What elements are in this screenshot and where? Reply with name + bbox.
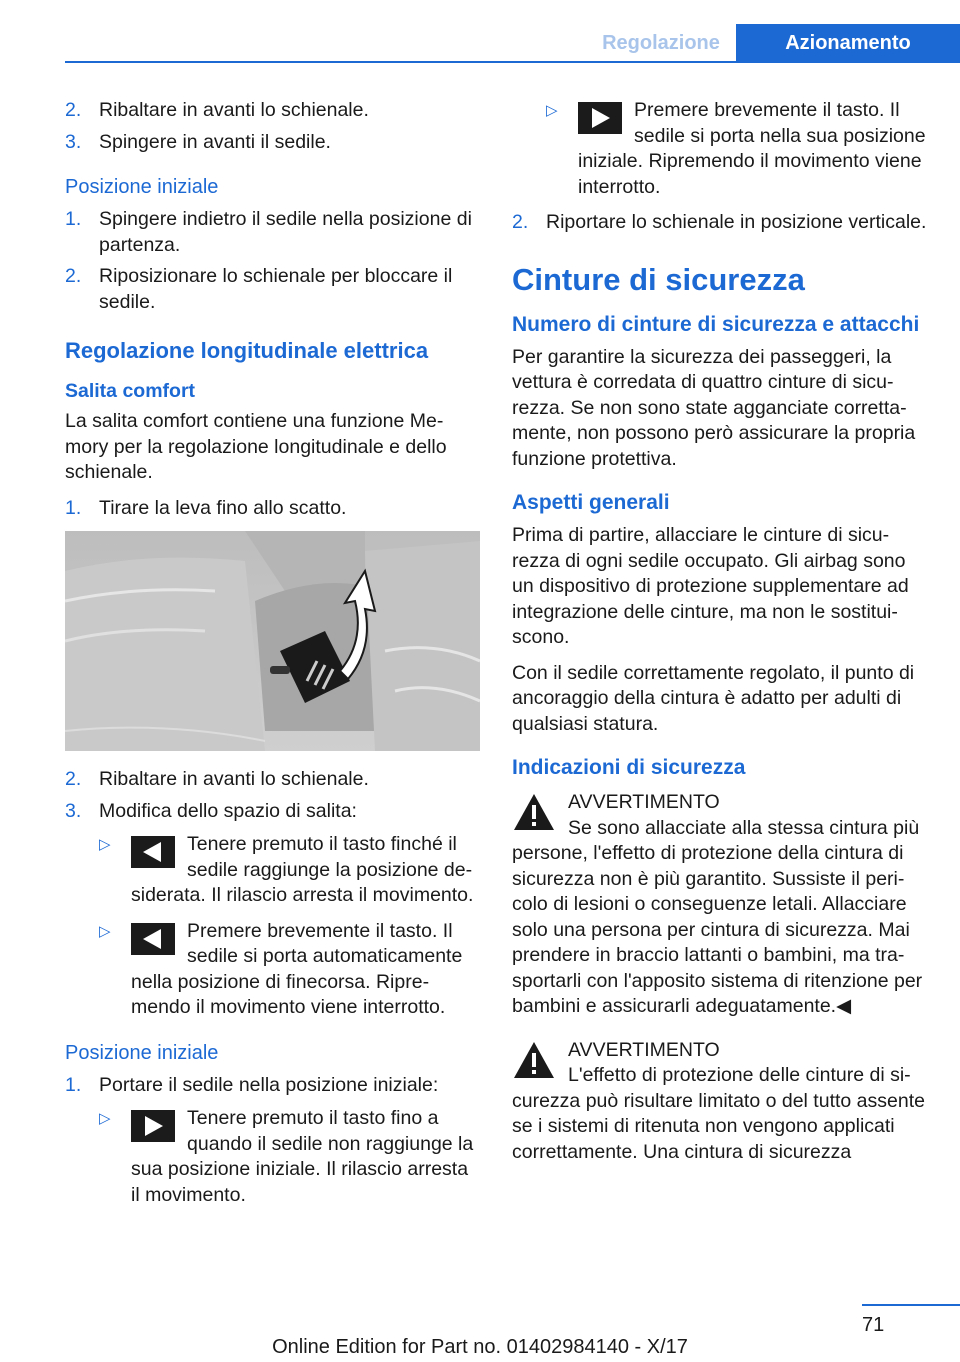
list-number: 1. (65, 1073, 82, 1096)
sub-list-item (512, 98, 928, 200)
triangle-bullet-icon: ▷ (99, 1110, 111, 1127)
list-item (65, 207, 480, 258)
list-text: Portare il sedile nella posizione iniziale: (99, 1073, 439, 1096)
arrow-left-key-icon (131, 836, 175, 868)
section-heading-salita-comfort: Salita comfort (65, 380, 196, 402)
right-column (512, 98, 928, 1183)
list-number: 1. (65, 208, 82, 230)
warning-triangle-icon (512, 1040, 556, 1080)
section-heading-indicazioni: Indicazioni di sicurezza (512, 756, 746, 779)
list-number: 2. (65, 265, 82, 287)
list-text: Riposizionare lo schienale per bloccare il sedile. (99, 265, 453, 313)
list-item (65, 98, 480, 124)
sub-list-text: Tenere premuto il tasto finché il sedile raggiunge la posizione desiderata. Il rilascio arresta il movimento. (131, 833, 474, 906)
section-heading-posizione-iniziale: Posizione iniziale (65, 176, 219, 198)
list-item (65, 264, 480, 315)
list-number: 2. (65, 768, 82, 790)
triangle-bullet-icon: ▷ (546, 102, 558, 119)
section-heading-cinture: Cinture di sicurezza (512, 261, 805, 297)
section-heading-aspetti-generali: Aspetti generali (512, 491, 670, 514)
list-item (65, 130, 480, 156)
list-number: 1. (65, 496, 82, 519)
sub-list-item (65, 832, 480, 909)
arrow-right-key-icon (578, 102, 622, 134)
warning-title: AVVERTIMENTO (568, 791, 720, 813)
paragraph-aspetti-1: Prima di partire, allacciare le cinture di sicurezza di ogni sedile occupato. Gli airbag sono un dispositivo di protezione supplementare ad integrazione delle cinture, ma non le sostituiscono. (512, 524, 909, 648)
warning-triangle-icon (512, 792, 556, 832)
tab-regolazione[interactable]: Regolazione (602, 32, 720, 54)
list-text: Ribaltare in avanti lo schienale. (99, 768, 369, 790)
list-text: Ribaltare in avanti lo schienale. (99, 99, 369, 121)
seat-lever-photo (65, 531, 480, 751)
list-text: Modifica dello spazio di salita: (99, 799, 357, 822)
list-item (65, 496, 480, 522)
section-heading-regolazione: Regolazione longitudinale elettrica (65, 338, 429, 363)
arrow-left-key-icon (131, 923, 175, 955)
section-heading-numero-cinture: Numero di cinture di sicurezza e attacchi (512, 312, 920, 336)
sub-list-item (65, 1106, 480, 1208)
sub-list-item (65, 919, 480, 1021)
page-number: 71 (862, 1314, 885, 1336)
page-header (0, 0, 960, 62)
paragraph-salita: La salita comfort contiene una funzione Memory per la regolazione longitudinale e dello schienale. (65, 410, 447, 483)
list-text: Spingere indietro il sedile nella posizione di partenza. (99, 208, 472, 256)
triangle-bullet-icon: ▷ (99, 836, 111, 853)
list-text: Riportare lo schienale in posizione verticale. (546, 211, 927, 233)
list-item (65, 1073, 480, 1099)
arrow-right-key-icon (131, 1110, 175, 1142)
list-number: 3. (65, 130, 82, 153)
list-item (512, 210, 928, 236)
footer-edition: Online Edition for Part no. 01402984140 - X/17 (272, 1336, 688, 1358)
list-text: Tirare la leva fino allo scatto. (99, 496, 347, 519)
paragraph-numero: Per garantire la sicurezza dei passeggeri, la vettura è corredata di quattro cinture di sicurezza. Se non sono state agganciate correttamente, non possono però assicurare la propria funzione protettiva. (512, 345, 916, 470)
section-heading-posizione-iniziale-2: Posizione iniziale (65, 1041, 219, 1064)
triangle-bullet-icon: ▷ (99, 922, 111, 940)
header-divider (65, 61, 960, 63)
left-column (65, 98, 480, 1218)
footer-divider (862, 1304, 960, 1306)
warning-text: Se sono allacciate alla stessa cintura più persone, l'effetto di protezione della cintura di sicurezza non è più garantito. Sussiste il pericolo di lesioni o conseguenze letali. Allacciare solo una persona per cintura di sicurezza. Mai prendere in braccio lattanti o bambini, ma trasportarli con l'apposito sistema di ritenzione per bambini e assicurarli adeguatamente.◀ (512, 816, 923, 1017)
warning-title: AVVERTIMENTO (568, 1038, 720, 1061)
tab-azionamento[interactable]: Azionamento (736, 24, 960, 62)
sub-list-text: Premere brevemente il tasto. Il sedile si porta automaticamente nella posizione di finecorsa. Ripremendo il movimento viene interrotto. (131, 919, 463, 1018)
list-item (65, 799, 480, 825)
warning-text: L'effetto di protezione delle cinture di sicurezza può risultare limitato o del tutto assente se i sistemi di ritenuta non vengono applicati correttamente. Una cintura di sicurezza (512, 1064, 925, 1163)
list-text: Spingere in avanti il sedile. (99, 130, 331, 153)
warning-block (512, 1038, 928, 1166)
paragraph-aspetti-2: Con il sedile correttamente regolato, il punto di ancoraggio della cintura è adatto per adulti di qualsiasi statura. (512, 661, 915, 735)
sub-list-text: Premere brevemente il tasto. Il sedile si porta nella sua posizione iniziale. Ripremendo il movimento viene interrotto. (578, 99, 926, 198)
list-number: 2. (512, 211, 529, 233)
warning-block (512, 790, 928, 1020)
list-number: 3. (65, 799, 82, 822)
sub-list-text: Tenere premuto il tasto fino a quando il sedile non raggiunge la sua posizione iniziale. Il rilascio arresta il movimento. (131, 1107, 474, 1206)
list-number: 2. (65, 99, 82, 121)
list-item (65, 767, 480, 793)
